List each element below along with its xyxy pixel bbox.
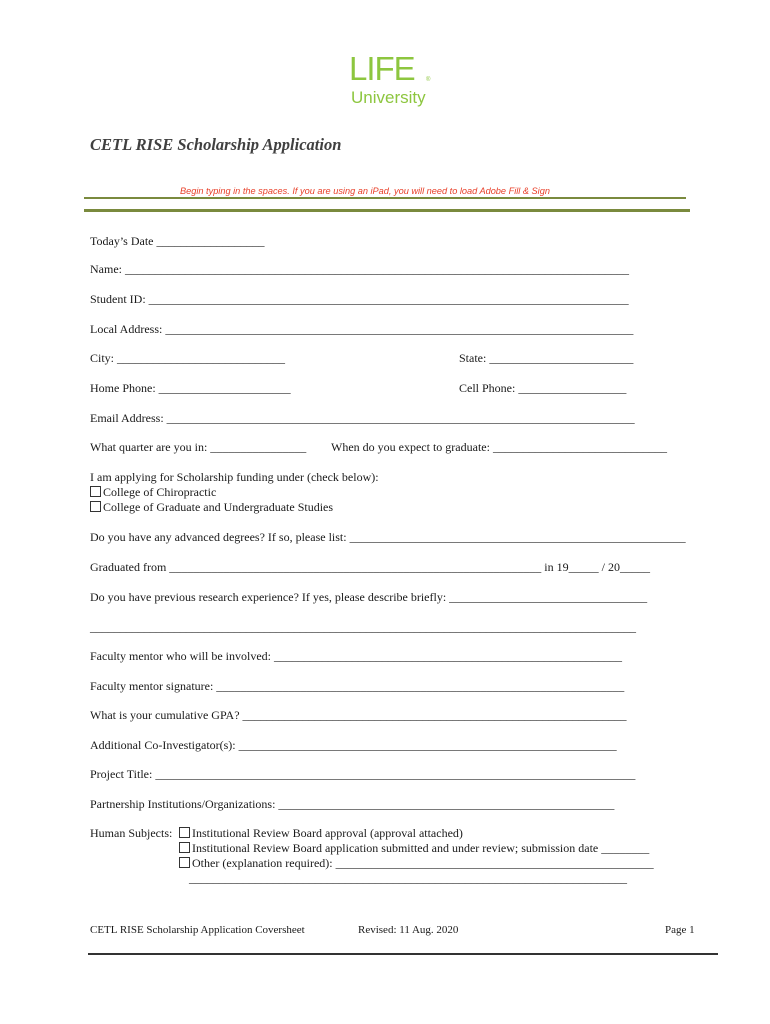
logo-registered-mark: ® [426, 77, 431, 83]
faculty-mentor-field[interactable]: Faculty mentor who will be involved: __________________________________________________________ [90, 649, 622, 663]
project-title-field[interactable]: Project Title: ________________________________________________________________________________ [90, 767, 636, 781]
checkbox-graduate-undergraduate[interactable] [90, 501, 101, 512]
graduated-from-field[interactable]: Graduated from ______________________________________________________________ in 19_____ / 20_____ [90, 560, 650, 574]
name-field[interactable]: Name: ____________________________________________________________________________________ [90, 262, 629, 276]
option-label: College of Chiropractic [103, 485, 217, 499]
human-subjects-label: Human Subjects: [90, 826, 173, 840]
research-continuation-line[interactable]: ___________________________________________________________________________________________ [90, 620, 636, 634]
option-label: College of Graduate and Undergraduate Studies [103, 500, 334, 514]
research-experience-field[interactable]: Do you have previous research experience? If yes, please describe briefly: _________________________________ [90, 590, 648, 604]
scholarship-prompt: I am applying for Scholarship funding under (check below): [90, 470, 379, 484]
checkbox-other[interactable] [179, 857, 190, 868]
email-field[interactable]: Email Address: ______________________________________________________________________________ [90, 411, 635, 425]
scholarship-option-graduate[interactable] [90, 500, 333, 515]
state-field[interactable]: State: ________________________ [459, 351, 634, 365]
option-label: Other (explanation required): _____________________________________________________ [192, 856, 654, 870]
human-subjects-option-other[interactable] [179, 856, 654, 871]
graduation-field[interactable]: When do you expect to graduate: _____________________________ [331, 440, 667, 454]
student-id-field[interactable]: Student ID: ________________________________________________________________________________ [90, 292, 629, 306]
co-investigator-field[interactable]: Additional Co-Investigator(s): _______________________________________________________________ [90, 738, 617, 752]
checkbox-irb-approval[interactable] [179, 827, 190, 838]
gpa-field[interactable]: What is your cumulative GPA? ________________________________________________________________ [90, 708, 627, 722]
footer-rule [88, 953, 718, 955]
instruction-rule-bottom [84, 209, 690, 212]
footer-title: CETL RISE Scholarship Application Coversheet [90, 924, 305, 936]
instructions-text: Begin typing in the spaces. If you are using an iPad, you will need to load Adobe Fill & Sign [180, 186, 550, 196]
checkbox-irb-submitted[interactable] [179, 842, 190, 853]
advanced-degrees-field[interactable]: Do you have any advanced degrees? If so, please list: ________________________________________________________ [90, 530, 686, 544]
logo-life-text: LIFE [349, 50, 415, 87]
local-address-field[interactable]: Local Address: ______________________________________________________________________________ [90, 322, 634, 336]
option-label: Institutional Review Board application submitted and under review; submission date ________ [192, 841, 650, 855]
human-subjects-option-submitted[interactable] [179, 841, 649, 856]
home-phone-field[interactable]: Home Phone: ______________________ [90, 381, 291, 395]
other-explanation-line[interactable]: _________________________________________________________________________ [189, 871, 627, 885]
instruction-rule-top [84, 197, 686, 199]
footer-page-number: Page 1 [665, 924, 695, 936]
mentor-signature-field[interactable]: Faculty mentor signature: ____________________________________________________________________ [90, 679, 625, 693]
human-subjects-option-approval[interactable] [179, 826, 463, 841]
cell-phone-field[interactable]: Cell Phone: __________________ [459, 381, 627, 395]
partnership-field[interactable]: Partnership Institutions/Organizations: ________________________________________________________ [90, 797, 615, 811]
footer-revised: Revised: 11 Aug. 2020 [358, 924, 459, 936]
page-title: CETL RISE Scholarship Application [90, 135, 342, 154]
logo-university-text: University [351, 88, 426, 107]
city-field[interactable]: City: ____________________________ [90, 351, 286, 365]
todays-date-field[interactable]: Today’s Date __________________ [90, 234, 265, 248]
quarter-field[interactable]: What quarter are you in: ________________ [90, 440, 307, 454]
scholarship-option-chiropractic[interactable] [90, 485, 216, 500]
checkbox-chiropractic[interactable] [90, 486, 101, 497]
option-label: Institutional Review Board approval (approval attached) [192, 826, 463, 840]
